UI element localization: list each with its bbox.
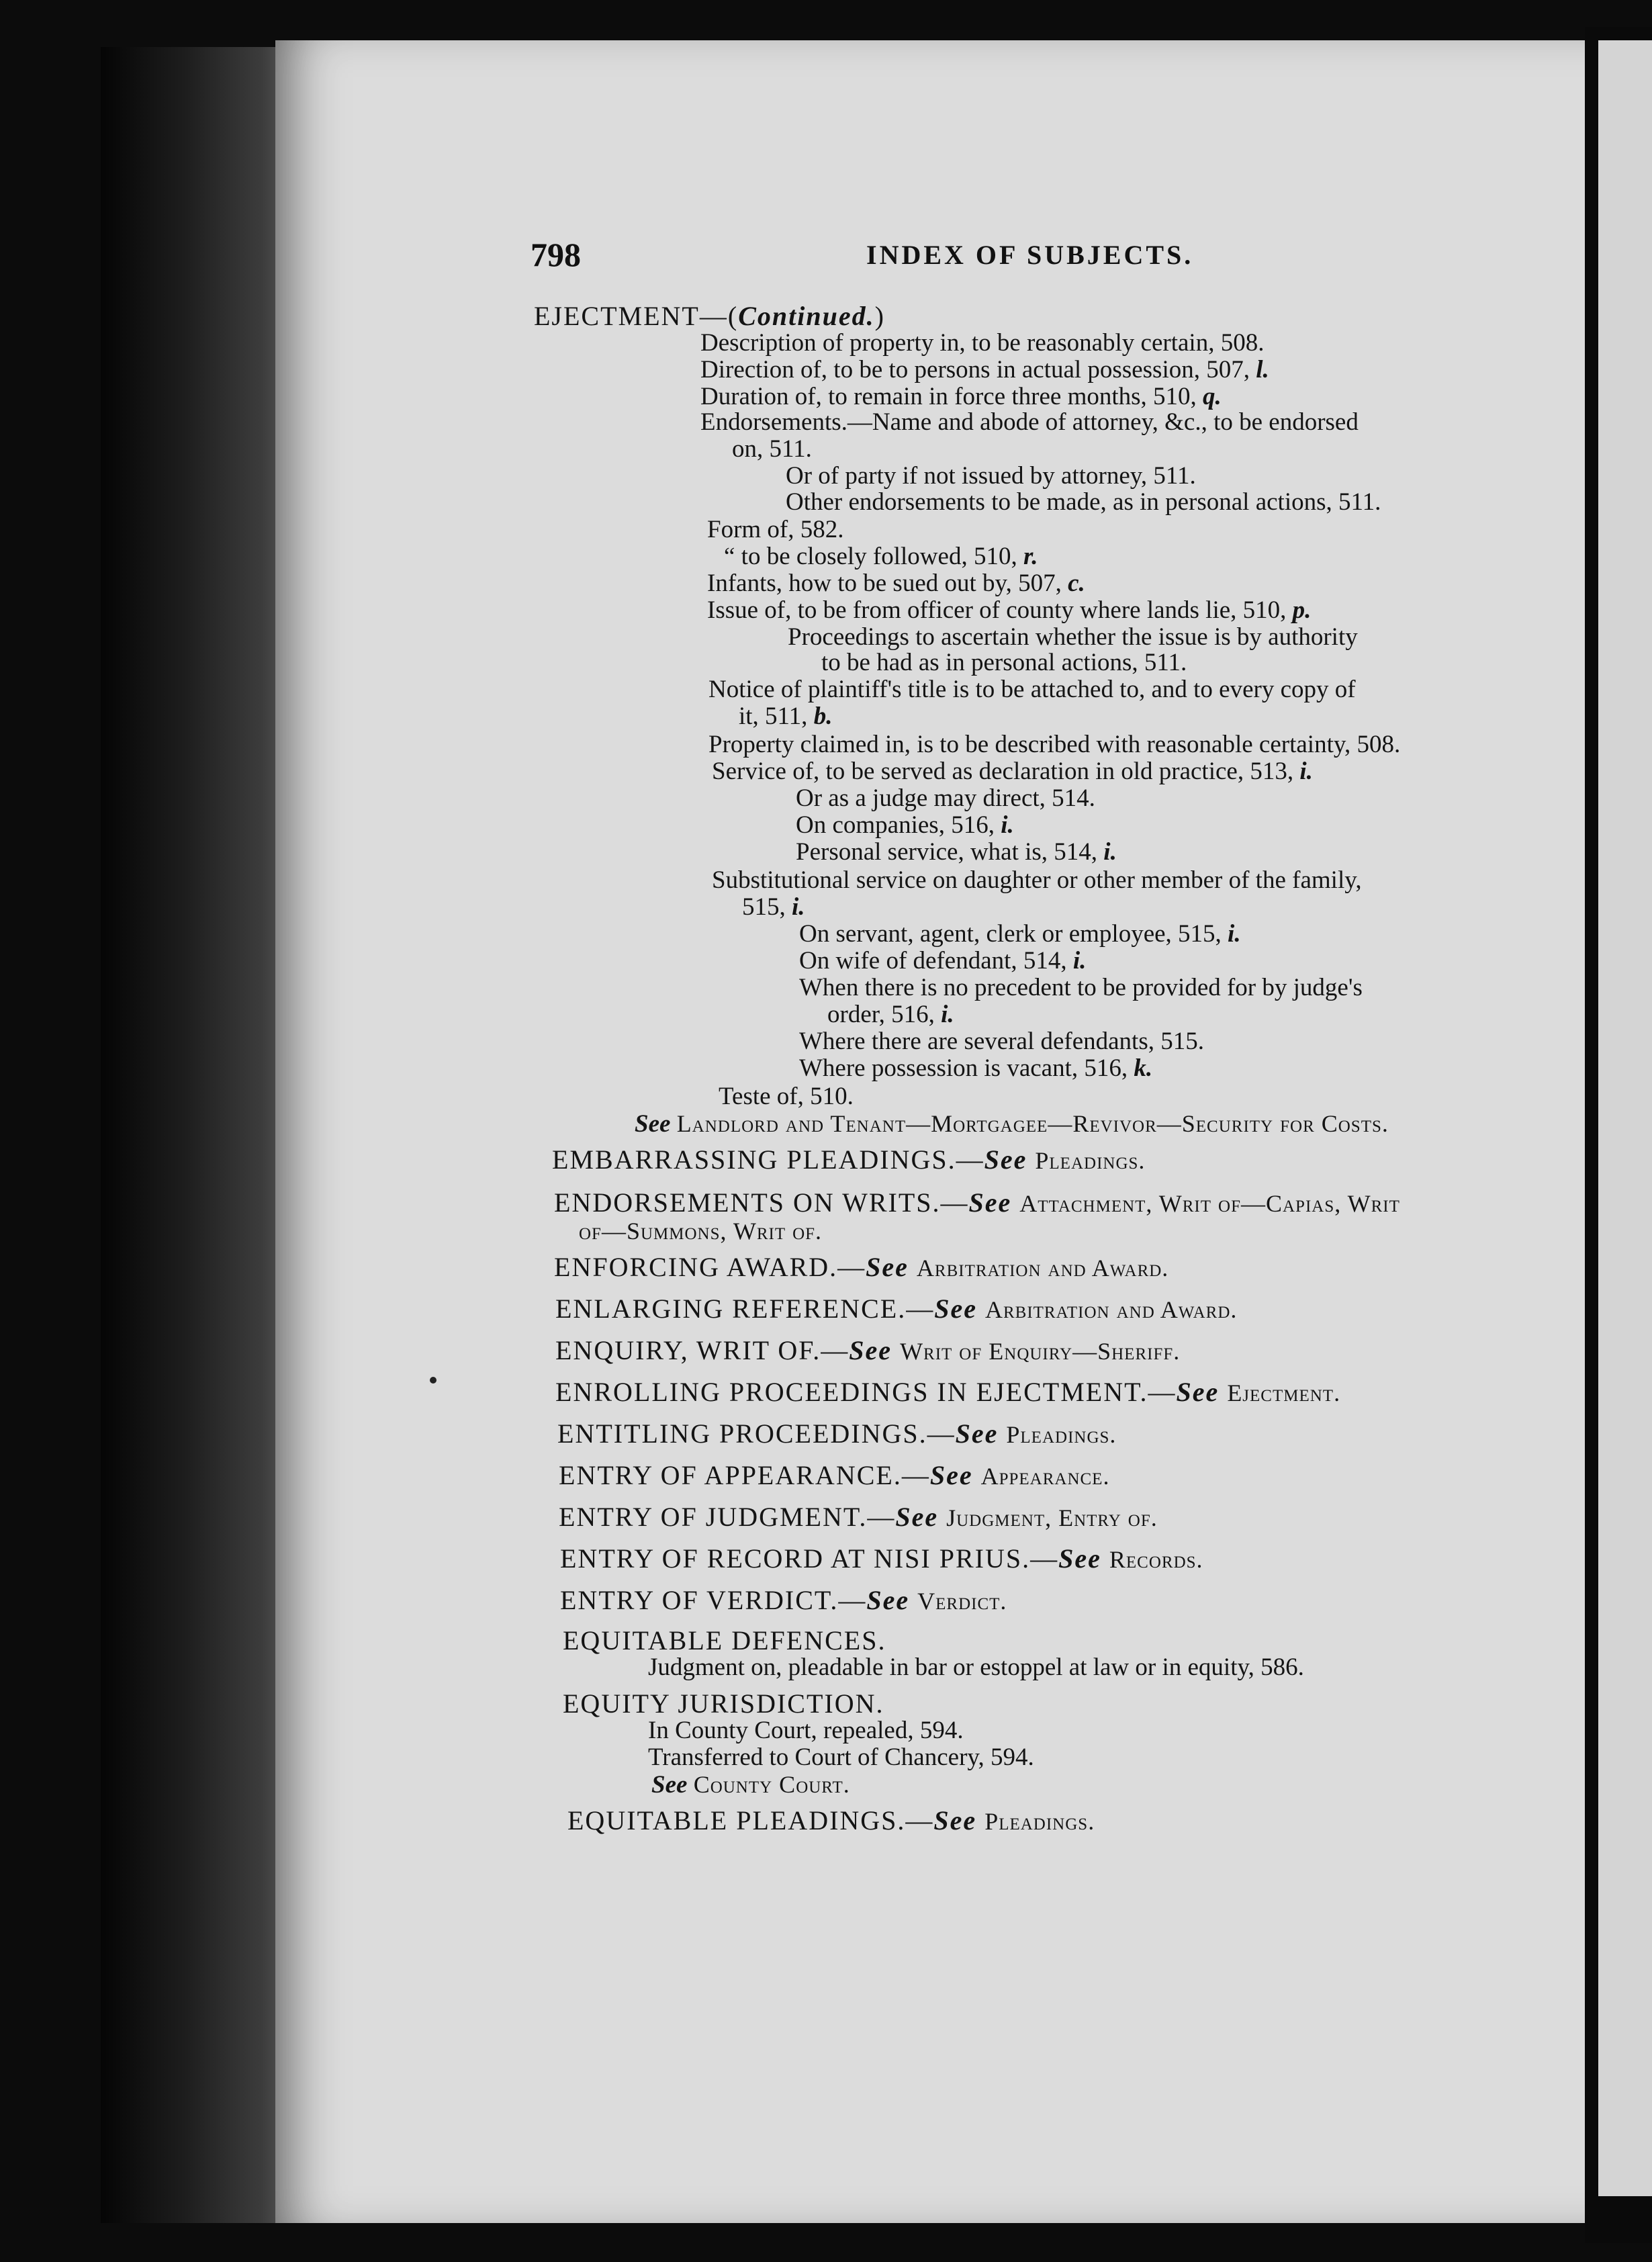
index-line bbox=[554, 1189, 1400, 1218]
index-line-text: Other endorsements to be made, as in personal actions, 511. bbox=[786, 488, 1381, 516]
index-line-text: See bbox=[849, 1335, 901, 1365]
index-line bbox=[648, 1654, 1304, 1682]
index-line-text: See bbox=[1058, 1543, 1109, 1574]
index-line bbox=[554, 1253, 1168, 1282]
index-line-text: See bbox=[635, 1110, 677, 1138]
index-line-text: Or as a judge may direct, 514. bbox=[796, 784, 1095, 812]
index-line-text: i. bbox=[1103, 838, 1117, 866]
index-line bbox=[552, 1146, 1145, 1175]
index-line-text: EQUITABLE PLEADINGS.— bbox=[567, 1805, 934, 1836]
index-line bbox=[559, 1503, 1158, 1532]
next-page-edge bbox=[1598, 40, 1652, 2196]
index-line bbox=[555, 1378, 1340, 1407]
index-line-text: Attachment, Writ of—Capias, Writ bbox=[1019, 1190, 1400, 1217]
index-line bbox=[708, 731, 1400, 759]
index-line bbox=[648, 1717, 964, 1745]
index-line-text: i. bbox=[1001, 811, 1014, 839]
index-line-text: Ejectment. bbox=[1227, 1379, 1341, 1406]
index-line bbox=[796, 838, 1117, 866]
index-line-text: Where there are several defendants, 515. bbox=[799, 1028, 1204, 1055]
index-line-text: See bbox=[895, 1502, 947, 1532]
index-line bbox=[700, 356, 1269, 384]
index-line-text: See bbox=[934, 1294, 985, 1324]
index-line-text: Or of party if not issued by attorney, 511. bbox=[786, 462, 1196, 490]
index-line bbox=[567, 1807, 1095, 1836]
index-line bbox=[700, 408, 1359, 437]
index-line-text: EQUITY JURISDICTION. bbox=[563, 1688, 884, 1719]
index-line-text: See bbox=[929, 1460, 981, 1490]
index-line-text: ) bbox=[874, 301, 885, 331]
index-line-text: q. bbox=[1203, 383, 1222, 410]
index-line-text: 515, bbox=[742, 893, 792, 921]
index-line-text: Where possession is vacant, 516, bbox=[799, 1054, 1134, 1082]
index-line bbox=[707, 570, 1085, 598]
index-line-text: On servant, agent, clerk or employee, 515, bbox=[799, 920, 1228, 948]
index-line-text: See bbox=[866, 1585, 918, 1615]
index-line-text: i. bbox=[941, 1001, 954, 1028]
index-line-text: See bbox=[984, 1144, 1036, 1175]
index-line-text: ENTRY OF VERDICT.— bbox=[560, 1585, 867, 1615]
index-line-text: Teste of, 510. bbox=[719, 1083, 854, 1110]
index-line-text: l. bbox=[1256, 356, 1269, 383]
index-line-text: Judgment on, pleadable in bar or estoppel at law or in equity, 586. bbox=[648, 1654, 1304, 1681]
index-line-text: Transferred to Court of Chancery, 594. bbox=[648, 1744, 1034, 1771]
index-line-text: When there is no precedent to be provided for by judge's bbox=[799, 974, 1363, 1001]
index-line-text: Arbitration and Award. bbox=[916, 1255, 1169, 1281]
index-line bbox=[712, 866, 1362, 895]
index-line bbox=[799, 1028, 1204, 1056]
index-line bbox=[799, 974, 1363, 1002]
index-line-text: Writ of Enquiry—Sheriff. bbox=[900, 1338, 1181, 1365]
index-line-text: Appearance. bbox=[980, 1463, 1110, 1490]
index-line-text: ENFORCING AWARD.— bbox=[554, 1252, 866, 1282]
page-number: 798 bbox=[531, 236, 581, 273]
index-line bbox=[560, 1586, 1007, 1615]
index-line-text: Property claimed in, is to be described with reasonable certainty, 508. bbox=[708, 731, 1401, 758]
index-line-text: See bbox=[955, 1418, 1007, 1449]
index-line-text: EJECTMENT—( bbox=[534, 301, 739, 331]
index-line-text: See bbox=[651, 1771, 694, 1799]
index-line-text: Endorsements.—Name and abode of attorney, &c., to be endorsed bbox=[700, 408, 1359, 436]
index-line-text: ENROLLING PROCEEDINGS IN EJECTMENT.— bbox=[555, 1377, 1177, 1407]
index-line-text: See bbox=[1176, 1377, 1228, 1407]
index-line bbox=[555, 1337, 1180, 1365]
index-line bbox=[563, 1627, 886, 1655]
index-line-text: Duration of, to remain in force three months, 510, bbox=[700, 383, 1203, 410]
index-line-text: Landlord and Tenant—Mortgagee—Revivor—Security for Costs. bbox=[676, 1110, 1389, 1137]
index-line-text: Continued. bbox=[738, 301, 875, 331]
index-line-text: Form of, 582. bbox=[707, 516, 844, 543]
index-line-text: i. bbox=[1228, 920, 1241, 948]
index-line bbox=[555, 1295, 1237, 1324]
index-line bbox=[559, 1461, 1109, 1490]
index-line-text: See bbox=[968, 1187, 1020, 1218]
index-line-text: of—Summons, Writ of. bbox=[579, 1218, 823, 1245]
page-header bbox=[531, 235, 1538, 275]
index-line bbox=[700, 383, 1222, 411]
index-line-text: EQUITABLE DEFENCES. bbox=[563, 1625, 886, 1656]
index-line bbox=[534, 302, 885, 330]
index-line bbox=[799, 1054, 1152, 1083]
index-line-text: Judgment, Entry of. bbox=[946, 1504, 1158, 1531]
index-line-text: ENTITLING PROCEEDINGS.— bbox=[557, 1418, 956, 1449]
index-line bbox=[700, 329, 1264, 357]
index-line bbox=[560, 1545, 1203, 1574]
index-line-text: On wife of defendant, 514, bbox=[799, 947, 1073, 975]
index-line-text: i. bbox=[1299, 758, 1313, 785]
index-line-text: i. bbox=[1072, 947, 1087, 975]
index-line-text: EMBARRASSING PLEADINGS.— bbox=[552, 1144, 984, 1175]
index-line-text: See bbox=[866, 1252, 917, 1282]
index-line-text: County Court. bbox=[693, 1771, 850, 1798]
index-line bbox=[579, 1217, 822, 1246]
index-line-text: i. bbox=[792, 893, 805, 921]
index-line bbox=[732, 435, 812, 463]
index-line bbox=[821, 649, 1187, 677]
index-line-text: See bbox=[933, 1805, 985, 1836]
index-line-text: Arbitration and Award. bbox=[984, 1296, 1238, 1323]
index-line-text: Direction of, to be to persons in actual possession, 507, bbox=[700, 356, 1256, 383]
index-line-text: order, 516, bbox=[827, 1001, 942, 1028]
index-line-text: Description of property in, to be reasonably certain, 508. bbox=[700, 329, 1265, 357]
index-line-text: b. bbox=[813, 703, 833, 730]
index-line-text: In County Court, repealed, 594. bbox=[648, 1717, 964, 1744]
index-line bbox=[742, 893, 805, 921]
index-line bbox=[799, 947, 1086, 975]
index-line-text: Service of, to be served as declaration in old practice, 513, bbox=[712, 758, 1300, 785]
index-line-text: ENTRY OF JUDGMENT.— bbox=[559, 1502, 896, 1532]
index-line bbox=[707, 596, 1311, 625]
index-line-text: Verdict. bbox=[917, 1588, 1007, 1615]
index-line-text: “ to be closely followed, 510, bbox=[724, 543, 1023, 570]
index-line bbox=[712, 758, 1313, 786]
index-line-text: On companies, 516, bbox=[796, 811, 1001, 839]
index-line bbox=[708, 676, 1356, 704]
index-line-text: Pleadings. bbox=[1035, 1147, 1146, 1174]
index-line-text: Substitutional service on daughter or other member of the family, bbox=[712, 866, 1362, 894]
index-line bbox=[635, 1110, 1389, 1138]
index-line-text: k. bbox=[1134, 1054, 1153, 1082]
index-line bbox=[648, 1744, 1034, 1772]
index-line-text: on, 511. bbox=[732, 435, 812, 463]
index-line-text: r. bbox=[1023, 543, 1038, 570]
index-line bbox=[724, 543, 1038, 571]
index-line bbox=[796, 784, 1095, 813]
index-line bbox=[827, 1001, 954, 1029]
index-line bbox=[799, 920, 1241, 948]
index-line bbox=[786, 488, 1381, 516]
index-line-text: Proceedings to ascertain whether the issue is by authority bbox=[788, 623, 1358, 651]
running-head: INDEX OF SUBJECTS. bbox=[866, 240, 1194, 270]
index-line bbox=[563, 1690, 884, 1718]
index-line-text: ENLARGING REFERENCE.— bbox=[555, 1294, 935, 1324]
ink-speck bbox=[430, 1377, 437, 1384]
index-line-text: ENTRY OF RECORD AT NISI PRIUS.— bbox=[560, 1543, 1059, 1574]
index-line bbox=[739, 703, 832, 731]
index-line bbox=[557, 1420, 1116, 1449]
index-line-text: Pleadings. bbox=[1006, 1421, 1117, 1448]
index-line-text: ENQUIRY, WRIT OF.— bbox=[555, 1335, 850, 1365]
index-line-text: Infants, how to be sued out by, 507, bbox=[707, 570, 1068, 597]
index-line-text: Issue of, to be from officer of county where lands lie, 510, bbox=[707, 596, 1293, 624]
index-line-text: c. bbox=[1068, 570, 1085, 597]
index-line bbox=[786, 462, 1196, 490]
index-line-text: p. bbox=[1292, 596, 1312, 624]
index-line bbox=[651, 1770, 850, 1799]
index-line-text: ENTRY OF APPEARANCE.— bbox=[559, 1460, 930, 1490]
index-line bbox=[788, 623, 1358, 651]
index-line-text: Personal service, what is, 514, bbox=[796, 838, 1104, 866]
index-line-text: it, 511, bbox=[739, 703, 814, 730]
index-line-text: Pleadings. bbox=[984, 1808, 1095, 1835]
index-line bbox=[796, 811, 1014, 840]
index-line-text: ENDORSEMENTS ON WRITS.— bbox=[554, 1187, 969, 1218]
index-line-text: to be had as in personal actions, 511. bbox=[821, 649, 1187, 676]
index-line bbox=[707, 516, 844, 544]
index-line-text: Records. bbox=[1109, 1546, 1203, 1573]
index-line bbox=[719, 1083, 854, 1111]
index-line-text: Notice of plaintiff's title is to be attached to, and to every copy of bbox=[708, 676, 1356, 703]
